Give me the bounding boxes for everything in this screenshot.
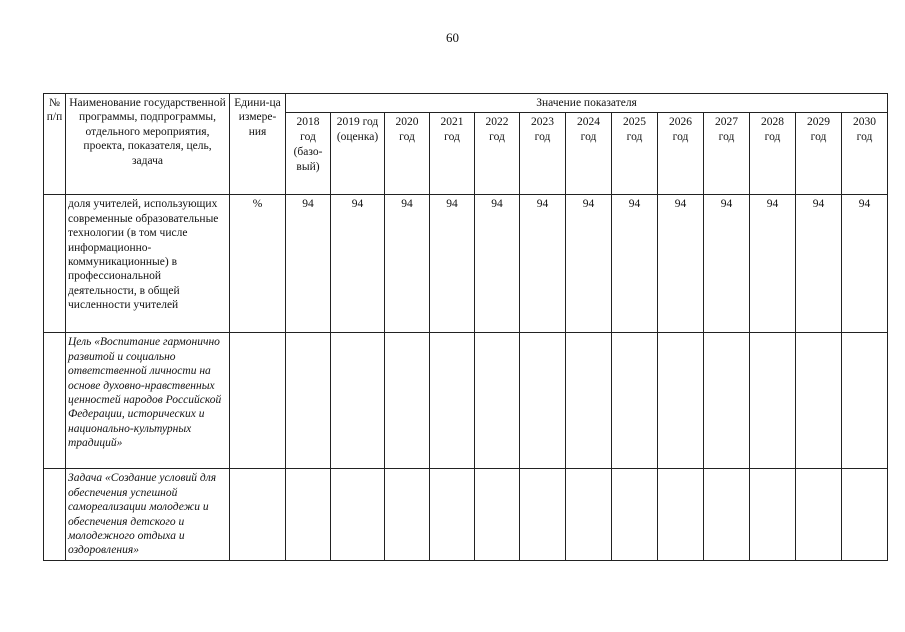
value-cell <box>475 469 520 561</box>
row-num <box>44 333 66 469</box>
header-year: 2019 год (оценка) <box>331 113 385 195</box>
value-cell <box>286 333 331 469</box>
value-cell: 94 <box>612 195 658 333</box>
indicator-name: доля учителей, использующих современные образовательные технологии (в том числе информационно-коммуникационные) в профессиональной деятельности, в общей численности учителей <box>66 195 230 333</box>
value-cell: 94 <box>475 195 520 333</box>
value-cell <box>475 333 520 469</box>
value-cell: 94 <box>796 195 842 333</box>
value-cell <box>520 469 566 561</box>
value-cell <box>658 469 704 561</box>
value-cell: 94 <box>430 195 475 333</box>
value-cell <box>704 469 750 561</box>
value-cell: 94 <box>331 195 385 333</box>
header-year: 2029 год <box>796 113 842 195</box>
value-cell <box>430 333 475 469</box>
value-cell <box>750 469 796 561</box>
header-year: 2022 год <box>475 113 520 195</box>
value-cell <box>612 333 658 469</box>
value-cell <box>566 469 612 561</box>
value-cell: 94 <box>566 195 612 333</box>
header-year: 2018 год (базо-вый) <box>286 113 331 195</box>
value-cell <box>385 469 430 561</box>
header-year: 2021 год <box>430 113 475 195</box>
header-unit: Едини-ца измере-ния <box>230 94 286 195</box>
value-cell <box>704 333 750 469</box>
value-cell: 94 <box>520 195 566 333</box>
value-cell: 94 <box>842 195 888 333</box>
header-year: 2028 год <box>750 113 796 195</box>
value-cell <box>331 469 385 561</box>
header-year: 2027 год <box>704 113 750 195</box>
value-cell <box>842 469 888 561</box>
value-cell <box>385 333 430 469</box>
indicators-table <box>43 93 888 561</box>
value-cell: 94 <box>750 195 796 333</box>
value-cell <box>566 333 612 469</box>
value-cell: 94 <box>385 195 430 333</box>
value-cell <box>796 469 842 561</box>
value-cell <box>286 469 331 561</box>
header-year: 2025 год <box>612 113 658 195</box>
table-row <box>44 333 888 469</box>
value-cell: 94 <box>658 195 704 333</box>
value-cell <box>430 469 475 561</box>
value-cell <box>658 333 704 469</box>
row-num <box>44 195 66 333</box>
value-cell <box>331 333 385 469</box>
header-num: № п/п <box>44 94 66 195</box>
value-cell <box>842 333 888 469</box>
row-num <box>44 469 66 561</box>
unit-cell <box>230 333 286 469</box>
header-year: 2020 год <box>385 113 430 195</box>
page-number: 60 <box>446 30 459 45</box>
unit-cell <box>230 469 286 561</box>
header-year: 2030 год <box>842 113 888 195</box>
value-cell <box>612 469 658 561</box>
header-year: 2023 год <box>520 113 566 195</box>
table-row <box>44 469 888 561</box>
task-name: Задача «Создание условий для обеспечения успешной самореализации молодежи и обеспечения детского и молодежного отдыха и оздоровления» <box>66 469 230 561</box>
header-name: Наименование государственной программы, подпрограммы, отдельного мероприятия, проекта, показателя, цель, задача <box>66 94 230 195</box>
unit-cell: % <box>230 195 286 333</box>
value-cell: 94 <box>286 195 331 333</box>
value-cell: 94 <box>704 195 750 333</box>
value-cell <box>750 333 796 469</box>
value-cell <box>796 333 842 469</box>
value-cell <box>520 333 566 469</box>
header-year: 2024 год <box>566 113 612 195</box>
goal-name: Цель «Воспитание гармонично развитой и социально ответственной личности на основе духовно-нравственных ценностей народов Российской Федерации, исторических и национально-культурных традиций» <box>66 333 230 469</box>
table-row <box>44 195 888 333</box>
header-year: 2026 год <box>658 113 704 195</box>
header-indicator-value: Значение показателя <box>286 94 888 113</box>
